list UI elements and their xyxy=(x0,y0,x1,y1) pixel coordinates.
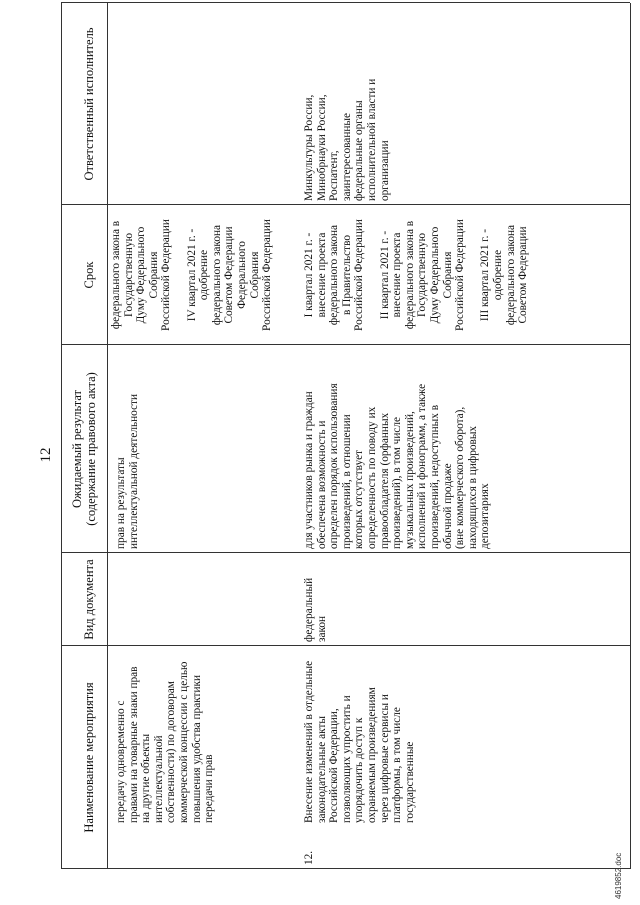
column-border-4 xyxy=(61,204,630,205)
table-top-border xyxy=(61,3,62,869)
column-border-right xyxy=(61,2,630,3)
row2-number: 12. xyxy=(303,850,315,865)
header-deadline: Срок xyxy=(82,261,96,289)
header-doc-type: Вид документа xyxy=(82,559,96,640)
column-border-left xyxy=(61,868,630,869)
row2-name: Внесение изменений в отдельные законодательные акты Российской Федерации, позволяющих упростить и упорядочить доступ к охраняемым произведениям через цифровые сервисы и платформы, в том числе государственные xyxy=(303,660,416,823)
header-bottom-border xyxy=(107,3,108,869)
row2-result: для участников рынка и граждан обеспечена возможность и определен порядок использования произведений, в отношении которых отсутствует определенность по поводу их правообладателя (орфанных произведений), в том числе музыкальных произведений, исполнений и фонограмм, а также произведений, недоступных в обычной продаже (вне коммерческого оборота), находящихся в цифровых депозитариях xyxy=(303,383,492,549)
header-name: Наименование мероприятия xyxy=(82,682,96,833)
header-result: Ожидаемый результат (содержание правового акта) xyxy=(70,372,98,526)
row2-deadline: I квартал 2021 г. - внесение проекта федерального закона в Правительство Российской Федерации II квартал 2021 г. - внесение проекта федерального закона в Государственную Думу Федерального Собрания Российской Федерации III квартал 2021 г. - одобрение федерального закона Советом Федерации xyxy=(303,219,530,331)
column-border-2 xyxy=(61,552,630,553)
row2-doc-type: федеральный закон xyxy=(303,577,328,642)
row1-deadline: федерального закона в Государственную Думу Федерального Собрания Российской Федерации IV квартал 2021 г. - одобрение федерального закона Советом Федерации Федерального Собрания Российской Федерации xyxy=(110,219,274,331)
row1-result: прав на результаты интеллектуальной деятельности xyxy=(115,393,140,549)
row1-name: передачу одновременно с правами на товарные знаки прав на другие объекты интеллектуальной собственности) по договорам коммерческой концессии с целью повышения удобства практики передачи прав xyxy=(115,661,216,823)
header-executor: Ответственный исполнитель xyxy=(82,27,96,181)
page-number: 12 xyxy=(38,447,54,463)
row2-executor: Минкультуры России, Минобрнауки России, Роспатент, заинтересованные федеральные органы исполнительной власти и организации xyxy=(303,78,391,201)
document-file-code: 4619852.doc xyxy=(614,852,623,899)
table-bottom-border xyxy=(630,3,631,869)
column-border-3 xyxy=(61,344,630,345)
